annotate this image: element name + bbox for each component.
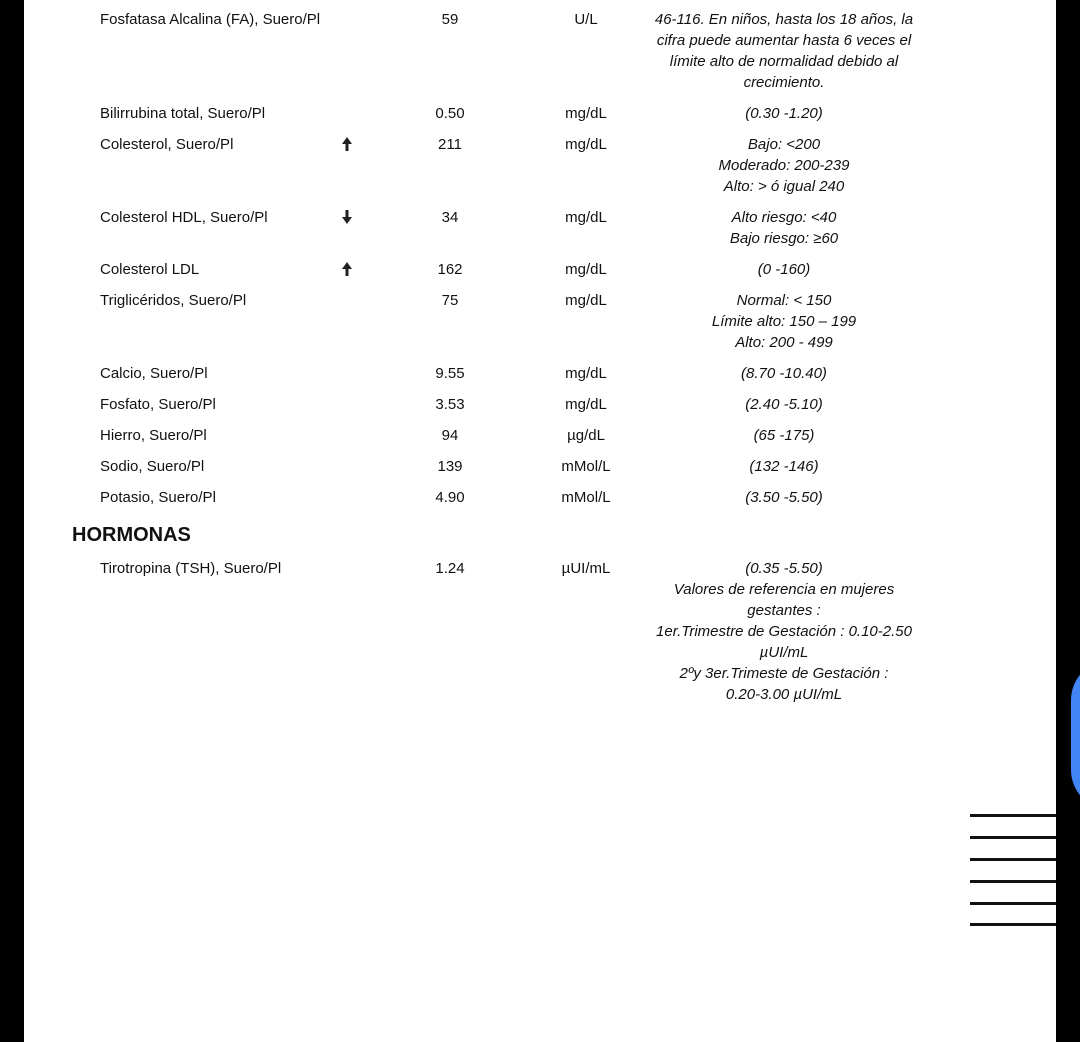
test-name: Triglicéridos, Suero/Pl xyxy=(100,292,247,309)
reference-line: (2.40 -5.10) xyxy=(745,396,823,413)
reference-range xyxy=(634,259,934,280)
test-value: 59 xyxy=(441,11,459,28)
floating-action-handle[interactable] xyxy=(1071,660,1080,810)
test-value: 9.55 xyxy=(435,365,465,382)
reference-line: (65 -175) xyxy=(753,427,815,444)
reference-range xyxy=(634,207,934,249)
section-heading-hormonas: HORMONAS xyxy=(72,524,191,546)
test-value: 34 xyxy=(441,209,459,226)
test-value: 162 xyxy=(437,261,463,278)
test-name: Fosfato, Suero/Pl xyxy=(100,396,216,413)
reference-line: 46-116. En niños, hasta los 18 años, la xyxy=(654,11,914,28)
reference-line: Bajo riesgo: ≥60 xyxy=(729,230,839,247)
reference-line: Normal: < 150 xyxy=(736,292,832,309)
reference-line: cifra puede aumentar hasta 6 veces el xyxy=(656,32,912,49)
hamburger-lines-icon[interactable] xyxy=(970,812,1060,932)
test-unit: µUI/mL xyxy=(561,560,611,577)
reference-line: gestantes : xyxy=(747,602,821,619)
arrow-up-icon xyxy=(340,260,354,278)
test-name: Bilirrubina total, Suero/Pl xyxy=(100,105,266,122)
arrow-down-icon xyxy=(340,208,354,226)
reference-line: límite alto de normalidad debido al xyxy=(669,53,899,70)
test-value: 0.50 xyxy=(435,105,465,122)
reference-range xyxy=(634,487,934,508)
test-unit: mg/dL xyxy=(565,261,607,278)
reference-range xyxy=(634,134,934,197)
reference-line: Alto riesgo: <40 xyxy=(731,209,837,226)
test-unit: mg/dL xyxy=(565,105,607,122)
lab-report-page xyxy=(24,0,1056,1042)
reference-range xyxy=(634,9,934,93)
test-name: Colesterol LDL xyxy=(100,261,200,278)
reference-line: (132 -146) xyxy=(749,458,819,475)
reference-range xyxy=(634,456,934,477)
test-value: 4.90 xyxy=(435,489,465,506)
reference-line: (8.70 -10.40) xyxy=(741,365,827,382)
test-name: Hierro, Suero/Pl xyxy=(100,427,207,444)
test-name: Potasio, Suero/Pl xyxy=(100,489,216,506)
reference-line: 2ºy 3er.Trimeste de Gestación : xyxy=(679,665,889,682)
test-unit: mg/dL xyxy=(565,136,607,153)
test-name: Calcio, Suero/Pl xyxy=(100,365,208,382)
test-unit: mMol/L xyxy=(561,458,611,475)
test-unit: mg/dL xyxy=(565,365,607,382)
test-value: 211 xyxy=(438,136,462,153)
reference-range xyxy=(634,290,934,353)
test-value: 139 xyxy=(437,458,463,475)
reference-line: µUI/mL xyxy=(759,644,809,661)
test-unit: µg/dL xyxy=(567,427,605,444)
reference-line: crecimiento. xyxy=(743,74,825,91)
reference-line: Alto: 200 - 499 xyxy=(735,334,833,351)
reference-line: (0.30 -1.20) xyxy=(745,105,823,122)
reference-range xyxy=(634,425,934,446)
test-name: Sodio, Suero/Pl xyxy=(100,458,205,475)
test-name: Colesterol HDL, Suero/Pl xyxy=(100,209,268,226)
test-value: 3.53 xyxy=(435,396,465,413)
reference-line: Límite alto: 150 – 199 xyxy=(711,313,857,330)
reference-line: (0 -160) xyxy=(757,261,811,278)
reference-range xyxy=(634,558,934,705)
reference-line: Moderado: 200-239 xyxy=(718,157,850,174)
test-value: 75 xyxy=(441,292,459,309)
reference-line: Alto: > ó igual 240 xyxy=(723,178,845,195)
test-unit: U/L xyxy=(574,11,598,28)
test-unit: mMol/L xyxy=(561,489,611,506)
test-name: Colesterol, Suero/Pl xyxy=(100,136,234,153)
reference-line: (3.50 -5.50) xyxy=(745,489,823,506)
reference-range xyxy=(634,363,934,384)
reference-line: 1er.Trimestre de Gestación : 0.10-2.50 xyxy=(656,623,912,640)
test-unit: mg/dL xyxy=(565,292,607,309)
reference-line: Valores de referencia en mujeres xyxy=(673,581,895,598)
reference-range xyxy=(634,394,934,415)
test-value: 94 xyxy=(441,427,459,444)
test-unit: mg/dL xyxy=(565,396,607,413)
arrow-up-icon xyxy=(340,135,354,153)
reference-line: (0.35 -5.50) xyxy=(745,560,823,577)
test-value: 1.24 xyxy=(435,560,465,577)
reference-range xyxy=(634,103,934,124)
reference-line: Bajo: <200 xyxy=(747,136,821,153)
reference-line: 0.20-3.00 µUI/mL xyxy=(725,686,843,703)
test-unit: mg/dL xyxy=(565,209,607,226)
test-name: Tirotropina (TSH), Suero/Pl xyxy=(100,560,282,577)
test-name: Fosfatasa Alcalina (FA), Suero/Pl xyxy=(100,11,321,28)
